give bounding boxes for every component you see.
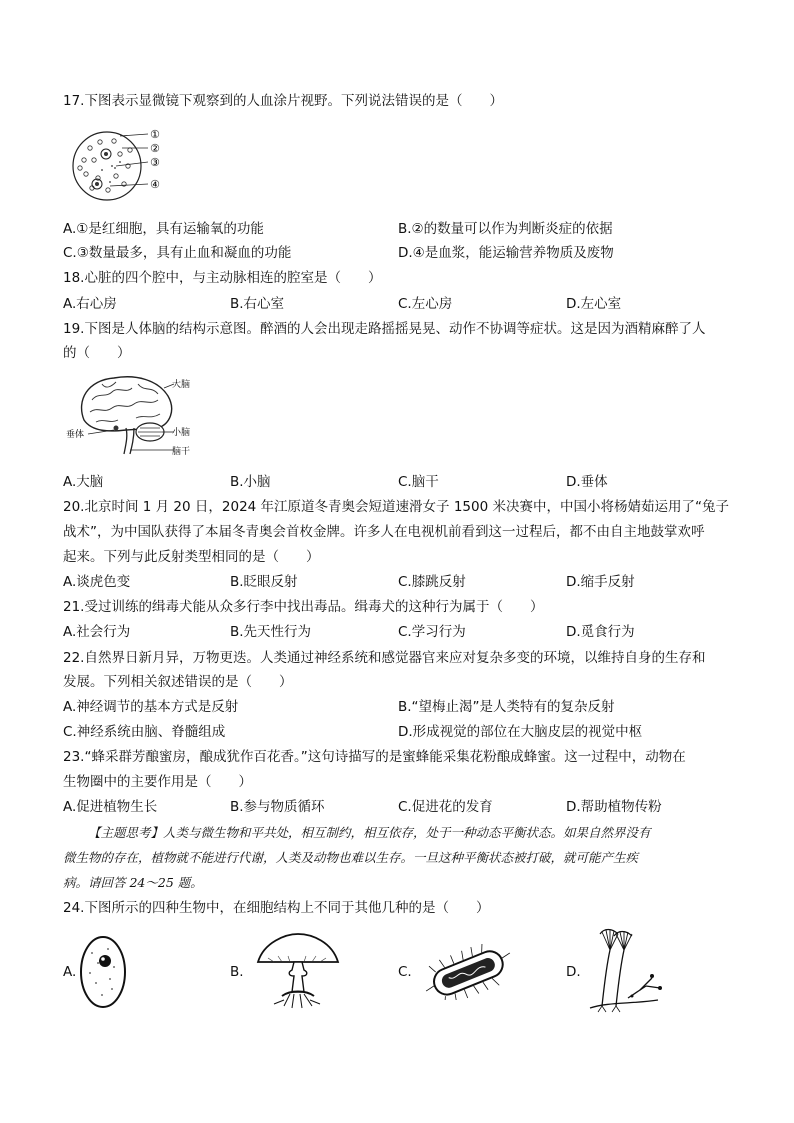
q20-stem-line1: 20.北京时间 1 月 20 日，2024 年江原道冬青奥会短道速滑女子 1500 米决赛中，中国小将杨婧茹运用了“兔子	[63, 499, 729, 515]
q22-stem-line2: 发展。下列相关叙述错误的是（ ）	[63, 674, 293, 690]
q21-option-c[interactable]: C.学习行为	[398, 624, 466, 640]
q17-option-d[interactable]: D.④是血浆，能运输营养物质及废物	[398, 245, 614, 261]
q19-option-c[interactable]: C.脑干	[398, 474, 439, 490]
brain-diagram-figure	[66, 370, 196, 460]
fig-label-4: ④	[150, 178, 160, 191]
q18-option-b[interactable]: B.右心室	[230, 296, 285, 312]
q19-option-a[interactable]: A.大脑	[63, 474, 104, 490]
q23-option-a[interactable]: A.促进植物生长	[63, 799, 158, 815]
q18-option-a[interactable]: A.右心房	[63, 296, 117, 312]
q20-option-b[interactable]: B.眨眼反射	[230, 574, 298, 590]
q20-option-d[interactable]: D.缩手反射	[566, 574, 635, 590]
brain-label-cerebellum: 小脑	[172, 428, 191, 438]
q23-stem-line2: 生物圈中的主要作用是（ ）	[63, 774, 252, 790]
q18-option-c[interactable]: C.左心房	[398, 296, 453, 312]
q19-option-d[interactable]: D.垂体	[566, 474, 608, 490]
q18-option-d[interactable]: D.左心室	[566, 296, 622, 312]
q24-option-d[interactable]: D.	[566, 964, 581, 980]
fig-label-3: ③	[150, 156, 160, 169]
animal-cell-figure	[78, 933, 128, 1011]
fig-label-1: ①	[150, 128, 160, 141]
mushroom-figure	[254, 930, 340, 1010]
bacterium-figure	[418, 944, 518, 1000]
fig-label-2: ②	[150, 142, 160, 155]
q22-stem-line1: 22.自然界日新月异，万物更迭。人类通过神经系统和感觉器官来应对复杂多变的环境，以维持自身的生存和	[63, 650, 706, 666]
q24-option-b[interactable]: B.	[230, 964, 244, 980]
q23-option-c[interactable]: C.促进花的发育	[398, 799, 493, 815]
q22-option-d[interactable]: D.形成视觉的部位在大脑皮层的视觉中枢	[398, 724, 643, 740]
q22-option-a[interactable]: A.神经调节的基本方式是反射	[63, 699, 239, 715]
q22-option-c[interactable]: C.神经系统由脑、脊髓组成	[63, 724, 226, 740]
q18-stem: 18.心脏的四个腔中，与主动脉相连的腔室是（ ）	[63, 270, 382, 286]
mold-fungus-figure	[588, 928, 672, 1014]
q21-stem: 21.受过训练的缉毒犬能从众多行李中找出毒品。缉毒犬的这种行为属于（ ）	[63, 599, 544, 615]
q24-option-c[interactable]: C.	[398, 964, 412, 980]
q23-option-b[interactable]: B.参与物质循环	[230, 799, 325, 815]
theme-paragraph-line2: 微生物的存在，植物就不能进行代谢，人类及动物也难以生存。一旦这种平衡状态被打破，就可能产生疾	[63, 850, 639, 865]
theme-paragraph-line3: 病。请回答 24～25 题。	[63, 875, 203, 890]
q20-stem-line3: 起来。下列与此反射类型相同的是（ ）	[63, 549, 320, 565]
q23-stem-line1: 23.“蜂采群芳酿蜜房，酿成犹作百花香。”这句诗描写的是蜜蜂能采集花粉酿成蜂蜜。这一过程中，动物在	[63, 749, 686, 765]
brain-label-pituitary: 垂体	[66, 430, 85, 440]
brain-label-cerebrum: 大脑	[172, 380, 191, 390]
q17-option-a[interactable]: A.①是红细胞，具有运输氧的功能	[63, 221, 264, 237]
q17-stem: 17.下图表示显微镜下观察到的人血涂片视野。下列说法错误的是（ ）	[63, 93, 503, 109]
blood-smear-figure	[70, 126, 162, 206]
q24-stem: 24.下图所示的四种生物中，在细胞结构上不同于其他几种的是（ ）	[63, 900, 490, 916]
q21-option-d[interactable]: D.觅食行为	[566, 624, 635, 640]
q17-option-c[interactable]: C.③数量最多，具有止血和凝血的功能	[63, 245, 292, 261]
q19-stem-line1: 19.下图是人体脑的结构示意图。醉酒的人会出现走路摇摇晃晃、动作不协调等症状。这是因为酒精麻醉了人	[63, 321, 706, 337]
q20-option-a[interactable]: A.谈虎色变	[63, 574, 131, 590]
q20-option-c[interactable]: C.膝跳反射	[398, 574, 466, 590]
q19-option-b[interactable]: B.小脑	[230, 474, 271, 490]
q20-stem-line2: 战术”，为中国队获得了本届冬青奥会首枚金牌。许多人在电视机前看到这一过程后，都不由自主地鼓掌欢呼	[63, 524, 705, 540]
q24-option-a[interactable]: A.	[63, 964, 77, 980]
theme-paragraph-line1: 【主题思考】人类与微生物和平共处，相互制约，相互依存，处于一种动态平衡状态。如果自然界没有	[88, 825, 651, 840]
q21-option-b[interactable]: B.先天性行为	[230, 624, 312, 640]
q22-option-b[interactable]: B.“望梅止渴”是人类特有的复杂反射	[398, 699, 615, 715]
q21-option-a[interactable]: A.社会行为	[63, 624, 131, 640]
q23-option-d[interactable]: D.帮助植物传粉	[566, 799, 662, 815]
brain-label-brainstem: 脑干	[172, 447, 191, 457]
q17-option-b[interactable]: B.②的数量可以作为判断炎症的依据	[398, 221, 613, 237]
q19-stem-line2: 的（ ）	[63, 345, 131, 361]
